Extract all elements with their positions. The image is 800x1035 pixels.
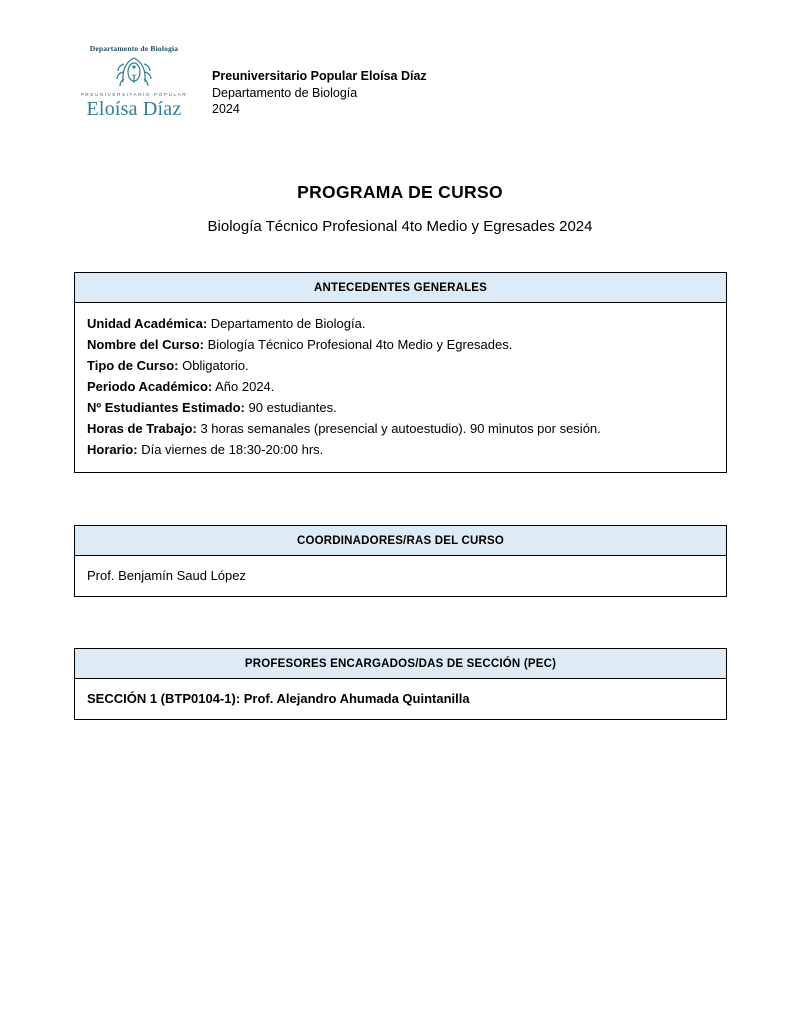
pec-entry: SECCIÓN 1 (BTP0104-1): Prof. Alejandro Ahumada Quintanilla bbox=[87, 691, 470, 706]
document-header bbox=[74, 42, 734, 121]
field-label: Horas de Trabajo: bbox=[87, 421, 197, 437]
page-subtitle: Biología Técnico Profesional 4to Medio y Egresades 2024 bbox=[207, 218, 593, 235]
institution-logo bbox=[74, 42, 194, 121]
section-coordinadores bbox=[74, 525, 727, 597]
laurel-wreath-emblem-icon bbox=[110, 54, 158, 90]
table-row bbox=[87, 355, 714, 376]
section-heading-coordinadores: COORDINADORES/RAS DEL CURSO bbox=[75, 526, 726, 556]
field-value: Año 2024. bbox=[215, 379, 275, 395]
table-row bbox=[87, 376, 714, 397]
section-antecedentes-generales bbox=[74, 272, 727, 473]
section-body-pec bbox=[75, 679, 726, 719]
table-row bbox=[87, 334, 714, 355]
table-row bbox=[87, 313, 714, 334]
header-institution: Preuniversitario Popular Eloísa Díaz bbox=[212, 69, 427, 83]
section-heading-pec: PROFESORES ENCARGADOS/DAS DE SECCIÓN (PEC) bbox=[75, 649, 726, 679]
header-year: 2024 bbox=[212, 102, 240, 116]
table-row bbox=[87, 439, 714, 460]
logo-sub-text: PREUNIVERSITARIO POPULAR bbox=[80, 92, 188, 97]
field-label: Unidad Académica: bbox=[87, 316, 208, 331]
field-value: Departamento de Biología. bbox=[210, 316, 366, 331]
section-heading-antecedentes: ANTECEDENTES GENERALES bbox=[75, 273, 726, 303]
header-text-block bbox=[212, 42, 427, 118]
field-label: Nº Estudiantes Estimado: bbox=[87, 400, 245, 416]
logo-top-text: Departamento de Biología bbox=[89, 44, 179, 53]
logo-name: Eloísa Díaz bbox=[86, 98, 182, 120]
field-value: 3 horas semanales (presencial y autoestudio). 90 minutos por sesión. bbox=[200, 421, 601, 437]
field-value: Biología Técnico Profesional 4to Medio y Egresades. bbox=[207, 337, 513, 353]
page-title: PROGRAMA DE CURSO bbox=[297, 182, 503, 202]
section-profesores-encargados bbox=[74, 648, 727, 720]
field-label: Periodo Académico: bbox=[87, 379, 213, 395]
field-label: Tipo de Curso: bbox=[87, 358, 179, 374]
table-row bbox=[87, 418, 714, 439]
field-label: Horario: bbox=[87, 442, 138, 458]
field-label: Nombre del Curso: bbox=[87, 337, 205, 353]
header-department: Departamento de Biología bbox=[212, 85, 358, 100]
field-value: 90 estudiantes. bbox=[248, 400, 337, 416]
field-value: Obligatorio. bbox=[182, 358, 249, 374]
field-value: Día viernes de 18:30-20:00 hrs. bbox=[141, 442, 324, 458]
section-body-antecedentes bbox=[75, 303, 726, 472]
section-body-coordinadores: Prof. Benjamín Saud López bbox=[87, 568, 246, 583]
table-row bbox=[87, 397, 714, 418]
